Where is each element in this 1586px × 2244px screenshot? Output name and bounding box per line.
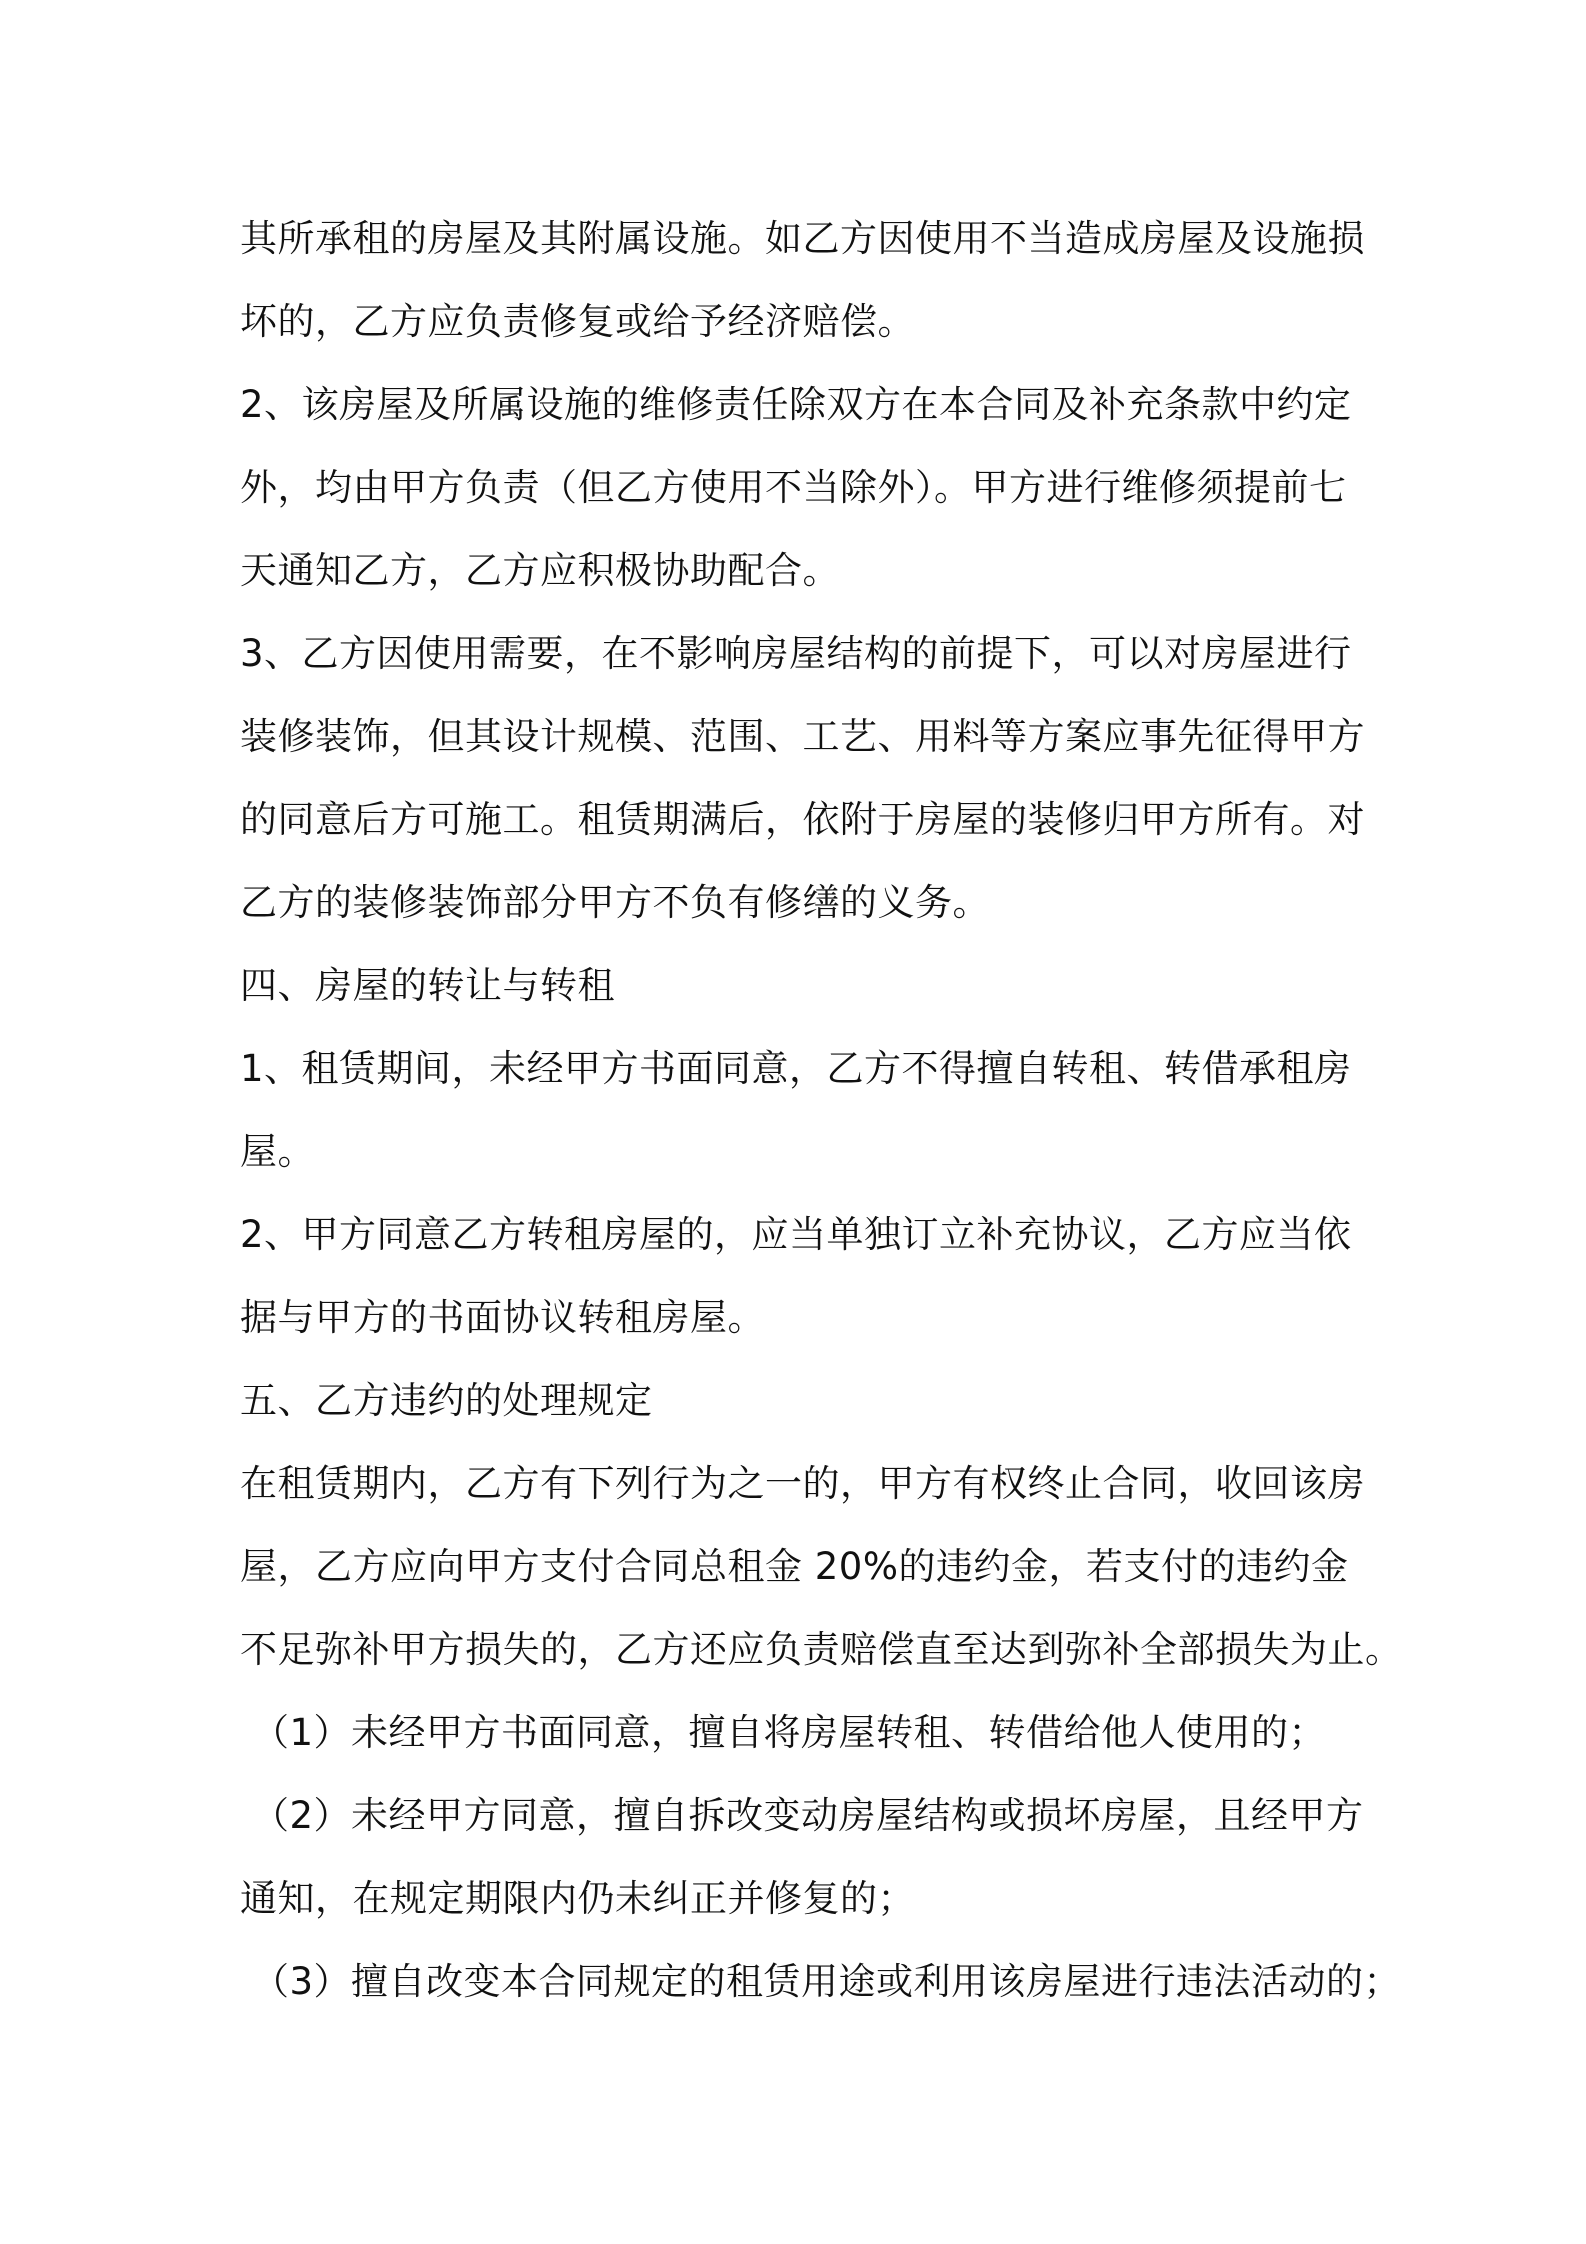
text-line: 1、租赁期间，未经甲方书面同意，乙方不得擅自转租、转借承租房 [240, 1047, 1352, 1090]
text-line: 在租赁期内，乙方有下列行为之一的，甲方有权终止合同，收回该房 [240, 1462, 1365, 1505]
section-heading: 四、房屋的转让与转租 [240, 964, 615, 1007]
section-heading: 五、乙方违约的处理规定 [240, 1379, 653, 1422]
text-line: 天通知乙方，乙方应积极协助配合。 [240, 549, 840, 592]
text-line: 通知，在规定期限内仍未纠正并修复的； [240, 1877, 915, 1920]
list-item: （1）未经甲方书面同意，擅自将房屋转租、转借给他人使用的； [252, 1711, 1327, 1754]
text-line: 3、乙方因使用需要，在不影响房屋结构的前提下，可以对房屋进行 [240, 632, 1352, 675]
text-line: 2、甲方同意乙方转租房屋的，应当单独订立补充协议，乙方应当依 [240, 1213, 1352, 1256]
list-item: （3）擅自改变本合同规定的租赁用途或利用该房屋进行违法活动的； [252, 1960, 1402, 2003]
text-line: 其所承租的房屋及其附属设施。如乙方因使用不当造成房屋及设施损 [240, 217, 1365, 260]
text-line: 外，均由甲方负责（但乙方使用不当除外）。甲方进行维修须提前七 [240, 466, 1347, 509]
text-line: 不足弥补甲方损失的，乙方还应负责赔偿直至达到弥补全部损失为止。 [240, 1628, 1403, 1671]
text-line: 2、该房屋及所属设施的维修责任除双方在本合同及补充条款中约定 [240, 383, 1352, 426]
text-line: 乙方的装修装饰部分甲方不负有修缮的义务。 [240, 881, 990, 924]
text-line: 据与甲方的书面协议转租房屋。 [240, 1296, 765, 1339]
text-line: 屋，乙方应向甲方支付合同总租金 20%的违约金，若支付的违约金 [240, 1545, 1349, 1588]
text-line: 坏的，乙方应负责修复或给予经济赔偿。 [240, 300, 915, 343]
text-line: 装修装饰，但其设计规模、范围、工艺、用料等方案应事先征得甲方 [240, 715, 1365, 758]
document-body [240, 197, 1403, 2023]
list-item: （2）未经甲方同意，擅自拆改变动房屋结构或损坏房屋，且经甲方 [252, 1794, 1364, 1837]
text-line: 屋。 [240, 1130, 315, 1173]
text-line: 的同意后方可施工。租赁期满后，依附于房屋的装修归甲方所有。对 [240, 798, 1365, 841]
